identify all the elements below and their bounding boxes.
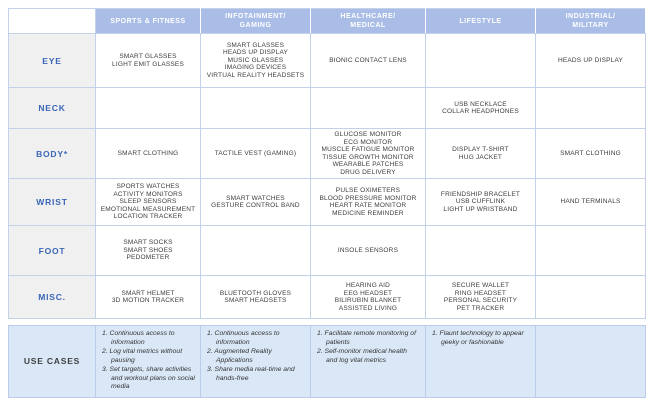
column-header-industrial-military: INDUSTRIAL/ MILITARY — [536, 9, 646, 34]
use-cases-label: USE CASES — [9, 326, 96, 398]
cell-neck-sports-fitness — [96, 88, 201, 129]
cell-wrist-industrial-military: HAND TERMINALS — [536, 179, 646, 226]
row-label-eye: EYE — [9, 34, 96, 88]
cell-wrist-infotainment-gaming: SMART WATCHES GESTURE CONTROL BAND — [201, 179, 311, 226]
cell-foot-infotainment-gaming — [201, 226, 311, 276]
cell-neck-lifestyle: USB NECKLACE COLLAR HEADPHONES — [426, 88, 536, 129]
row-label-body: BODY* — [9, 129, 96, 179]
cell-neck-healthcare-medical — [311, 88, 426, 129]
cell-neck-industrial-military — [536, 88, 646, 129]
cell-wrist-sports-fitness: SPORTS WATCHES ACTIVITY MONITORS SLEEP SENSORS EMOTIONAL MEASUREMENT LOCATION TRACKER — [96, 179, 201, 226]
cell-foot-lifestyle — [426, 226, 536, 276]
cell-body-healthcare-medical: GLUCOSE MONITOR ECG MONITOR MUSCLE FATIGUE MONITOR TISSUE GROWTH MONITOR WEARABLE PATCHES DRUG DELIVERY — [311, 129, 426, 179]
row-label-wrist: WRIST — [9, 179, 96, 226]
table-row-wrist — [9, 179, 646, 226]
cell-eye-healthcare-medical: BIONIC CONTACT LENS — [311, 34, 426, 88]
table-row-body — [9, 129, 646, 179]
cell-body-infotainment-gaming: TACTILE VEST (GAMING) — [201, 129, 311, 179]
column-header-healthcare-medical: HEALTHCARE/ MEDICAL — [311, 9, 426, 34]
header-row — [9, 9, 646, 34]
column-header-infotainment-gaming: INFOTAINMENT/ GAMING — [201, 9, 311, 34]
cell-wrist-lifestyle: FRIENDSHIP BRACELET USB CUFFLINK LIGHT UP WRISTBAND — [426, 179, 536, 226]
row-label-neck: NECK — [9, 88, 96, 129]
cell-misc-healthcare-medical: HEARING AID EEG HEADSET BILIRUBIN BLANKET ASSISTED LIVING — [311, 276, 426, 319]
table-row-misc — [9, 276, 646, 319]
cell-misc-industrial-military — [536, 276, 646, 319]
wearables-table — [8, 8, 646, 319]
cell-eye-sports-fitness: SMART GLASSES LIGHT EMIT GLASSES — [96, 34, 201, 88]
use-cases-lifestyle: 1. Flaunt technology to appear geeky or fashionable — [426, 326, 536, 398]
cell-eye-industrial-military: HEADS UP DISPLAY — [536, 34, 646, 88]
cell-foot-sports-fitness: SMART SOCKS SMART SHOES PEDOMETER — [96, 226, 201, 276]
use-cases-healthcare-medical: 1. Facilitate remote monitoring of patients 2. Self-monitor medical health and log vital metrics — [311, 326, 426, 398]
use-cases-infotainment-gaming: 1. Continuous access to information 2. Augmented Reality Applications 3. Share media real-time and hands-free — [201, 326, 311, 398]
column-header-lifestyle: LIFESTYLE — [426, 9, 536, 34]
column-header-sports-fitness: SPORTS & FITNESS — [96, 9, 201, 34]
row-label-misc: MISC. — [9, 276, 96, 319]
cell-foot-healthcare-medical: INSOLE SENSORS — [311, 226, 426, 276]
cell-body-industrial-military: SMART CLOTHING — [536, 129, 646, 179]
use-cases-industrial-military — [536, 326, 646, 398]
table-row-neck — [9, 88, 646, 129]
use-cases-row — [9, 326, 646, 398]
table-row-foot — [9, 226, 646, 276]
cell-misc-lifestyle: SECURE WALLET RING HEADSET PERSONAL SECURITY PET TRACKER — [426, 276, 536, 319]
use-cases-sports-fitness: 1. Continuous access to information 2. Log vital metrics without pausing 3. Set targets, share activities and workout plans on social media — [96, 326, 201, 398]
cell-body-lifestyle: DISPLAY T-SHIRT HUG JACKET — [426, 129, 536, 179]
corner-cell — [9, 9, 96, 34]
table-row-eye — [9, 34, 646, 88]
cell-foot-industrial-military — [536, 226, 646, 276]
cell-eye-lifestyle — [426, 34, 536, 88]
cell-body-sports-fitness: SMART CLOTHING — [96, 129, 201, 179]
cell-neck-infotainment-gaming — [201, 88, 311, 129]
cell-wrist-healthcare-medical: PULSE OXIMETERS BLOOD PRESSURE MONITOR HEART RATE MONITOR MEDICINE REMINDER — [311, 179, 426, 226]
use-cases-table — [8, 325, 646, 398]
row-label-foot: FOOT — [9, 226, 96, 276]
cell-misc-infotainment-gaming: BLUETOOTH GLOVES SMART HEADSETS — [201, 276, 311, 319]
cell-misc-sports-fitness: SMART HELMET 3D MOTION TRACKER — [96, 276, 201, 319]
cell-eye-infotainment-gaming: SMART GLASSES HEADS UP DISPLAY MUSIC GLASSES IMAGING DEVICES VIRTUAL REALITY HEADSETS — [201, 34, 311, 88]
